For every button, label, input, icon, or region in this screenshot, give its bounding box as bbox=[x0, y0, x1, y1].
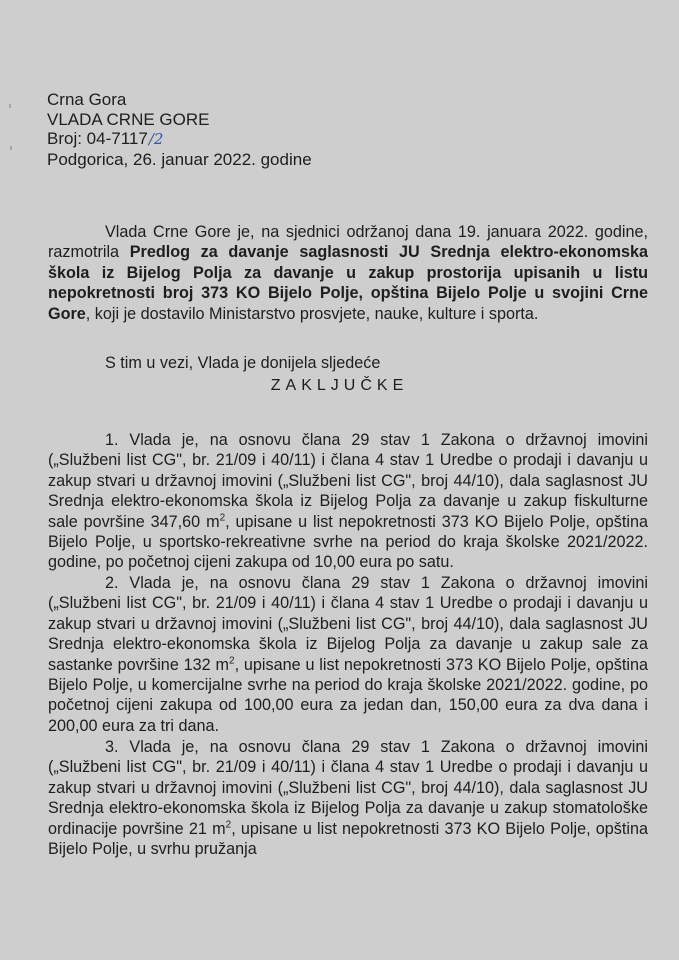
handwritten-annotation: /2 bbox=[148, 130, 164, 148]
scan-artifact bbox=[10, 146, 12, 150]
conclusion-item-2 bbox=[48, 573, 648, 736]
superscript: 2 bbox=[229, 655, 235, 667]
place-date: Podgorica, 26. januar 2022. godine bbox=[47, 149, 312, 169]
scan-artifact bbox=[9, 104, 11, 108]
proposal-title: Predlog za davanje saglasnosti JU Srednja elektro-ekonomska škola iz Bijelog Polja za davanje u zakup prostorija upisanih u listu nepokretnosti broj 373 KO Bijelo Polje, opština Bijelo Polje u svojini Crne Gore bbox=[48, 243, 648, 323]
document-header bbox=[47, 90, 312, 169]
document-number-label: Broj: 04-7117 bbox=[47, 129, 148, 148]
conclusion-item-3 bbox=[48, 737, 648, 859]
decision-text: S tim u vezi, Vlada je donijela sljedeće bbox=[105, 354, 381, 372]
superscript: 2 bbox=[225, 819, 232, 831]
intro-text-start: Vlada Crne Gore je, na sjednici održanoj dana 19. januara 2022. godine, razmotrila bbox=[48, 223, 648, 262]
conclusion-text: 1. Vlada je, na osnovu člana 29 stav 1 Zakona o državnoj imovini („Službeni list CG", br. 21/09 i 40/11) i člana 4 stav 1 Uredbe o prodaji i davanju u zakup stvari u državnoj imovini („Službeni list CG", broj 44/10), dala saglasnost JU Srednja elektro-ekonomska škola iz Bijelog Polja za davanje u zakup fiskulturne sale površine 347,60 m bbox=[48, 431, 648, 531]
conclusion-text: 2. Vlada je, na osnovu člana 29 stav 1 Zakona o državnoj imovini („Službeni list CG", br. 21/09 i 40/11) i člana 4 stav 1 Uredbe o prodaji i davanju u zakup stvari u državnoj imovini („Službeni list CG", broj 44/10), dala saglasnost JU Srednja elektro-ekonomska škola iz Bijelog Polja za davanje u zakup sale za sastanke površine 132 m bbox=[48, 574, 648, 674]
intro-text-end: , koji je dostavilo Ministarstvo prosvjete, nauke, kulture i sporta. bbox=[85, 304, 539, 323]
conclusion-text: , upisane u list nepokretnosti 373 KO Bijelo Polje, opština Bijelo Polje, u sportsko-rekreativne svrhe na period do kraja školske 2021/2022. godine, po početnoj cijeni zakupa od 10,00 eura po satu. bbox=[48, 512, 648, 572]
conclusion-text: 3. Vlada je, na osnovu člana 29 stav 1 Zakona o državnoj imovini („Službeni list CG", br. 21/09 i 40/11) i člana 4 stav 1 Uredbe o prodaji i davanju u zakup stvari u državnoj imovini („Službeni list CG", broj 44/10), dala saglasnost JU Srednja elektro-ekonomska škola iz Bijelog Polja za davanje u zakup stomatološke ordinacije površine 21 m bbox=[48, 738, 648, 838]
decision-line bbox=[48, 353, 648, 373]
conclusion-text: , upisane u list nepokretnosti 373 KO Bijelo Polje, opština Bijelo Polje, u komercijalne svrhe na period do kraja školske 2021/2022. godine, po početnoj cijeni zakupa od 100,00 eura za jedan dan, 150,00 eura za dva dana i 200,00 eura za tri dana. bbox=[48, 655, 648, 735]
document-number bbox=[47, 129, 312, 150]
intro-paragraph bbox=[48, 222, 648, 324]
superscript: 2 bbox=[219, 512, 226, 524]
country-name: Crna Gora bbox=[47, 90, 127, 109]
conclusion-item-1 bbox=[48, 430, 648, 573]
government-name: VLADA CRNE GORE bbox=[47, 109, 210, 129]
conclusions-heading: ZAKLJUČKE bbox=[270, 377, 409, 394]
conclusion-text: , upisane u list nepokretnosti 373 KO Bijelo Polje, opština Bijelo Polje, u svrhu pružanja bbox=[48, 819, 648, 859]
